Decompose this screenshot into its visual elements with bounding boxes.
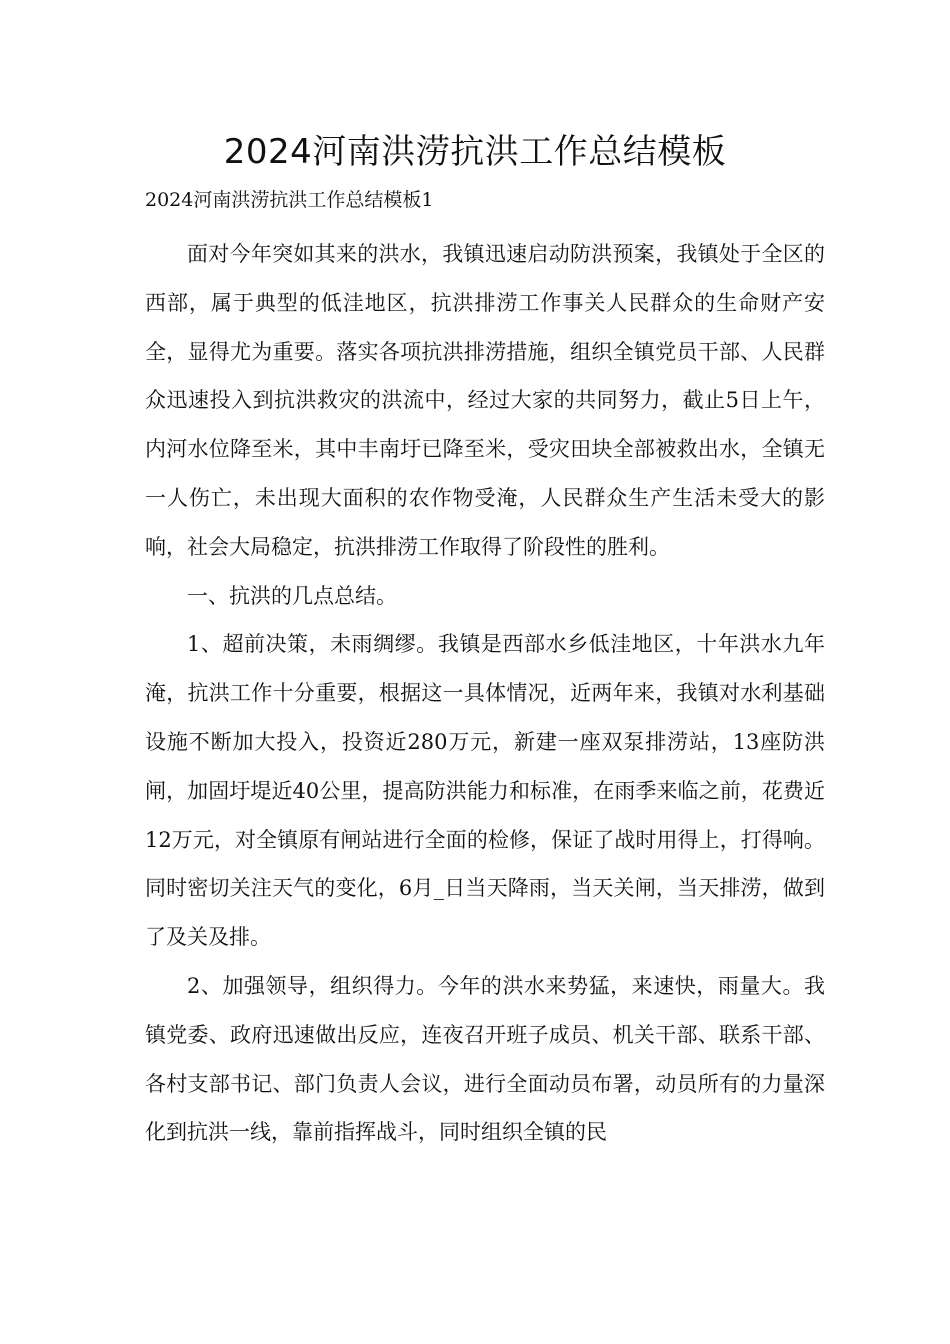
paragraph-point-1: 1、超前决策，未雨绸缪。我镇是西部水乡低洼地区，十年洪水九年淹，抗洪工作十分重要，根据这一具体情况，近两年来，我镇对水利基础设施不断加大投入，投资近280万元，新建一座双泵排涝站，13座防洪闸，加固圩堤近40公里，提高防洪能力和标准，在雨季来临之前，花费近12万元，对全镇原有闸站进行全面的检修，保证了战时用得上，打得响。同时密切关注天气的变化，6月_日当天降雨，当天关闸，当天排涝，做到了及关及排。 <box>145 632 825 950</box>
paragraph-intro: 面对今年突如其来的洪水，我镇迅速启动防洪预案，我镇处于全区的西部，属于典型的低洼地区，抗洪排涝工作事关人民群众的生命财产安全，显得尤为重要。落实各项抗洪排涝措施，组织全镇党员干部、人民群众迅速投入到抗洪救灾的洪流中，经过大家的共同努力，截止5日上午，内河水位降至米，其中丰南圩已降至米，受灾田块全部被救出水，全镇无一人伤亡，未出现大面积的农作物受淹，人民群众生产生活未受大的影响，社会大局稳定，抗洪排涝工作取得了阶段性的胜利。 <box>145 242 825 559</box>
paragraph-point-2: 2、加强领导，组织得力。今年的洪水来势猛，来速快，雨量大。我镇党委、政府迅速做出反应，连夜召开班子成员、机关干部、联系干部、各村支部书记、部门负责人会议，进行全面动员布署，动员所有的力量深化到抗洪一线，靠前指挥战斗，同时组织全镇的民 <box>145 973 825 1145</box>
document-body <box>145 230 825 1157</box>
paragraph-section-heading: 一、抗洪的几点总结。 <box>187 583 397 608</box>
document-title: 2024河南洪涝抗洪工作总结模板 <box>223 132 727 172</box>
document-subtitle: 2024河南洪涝抗洪工作总结模板1 <box>145 189 434 211</box>
